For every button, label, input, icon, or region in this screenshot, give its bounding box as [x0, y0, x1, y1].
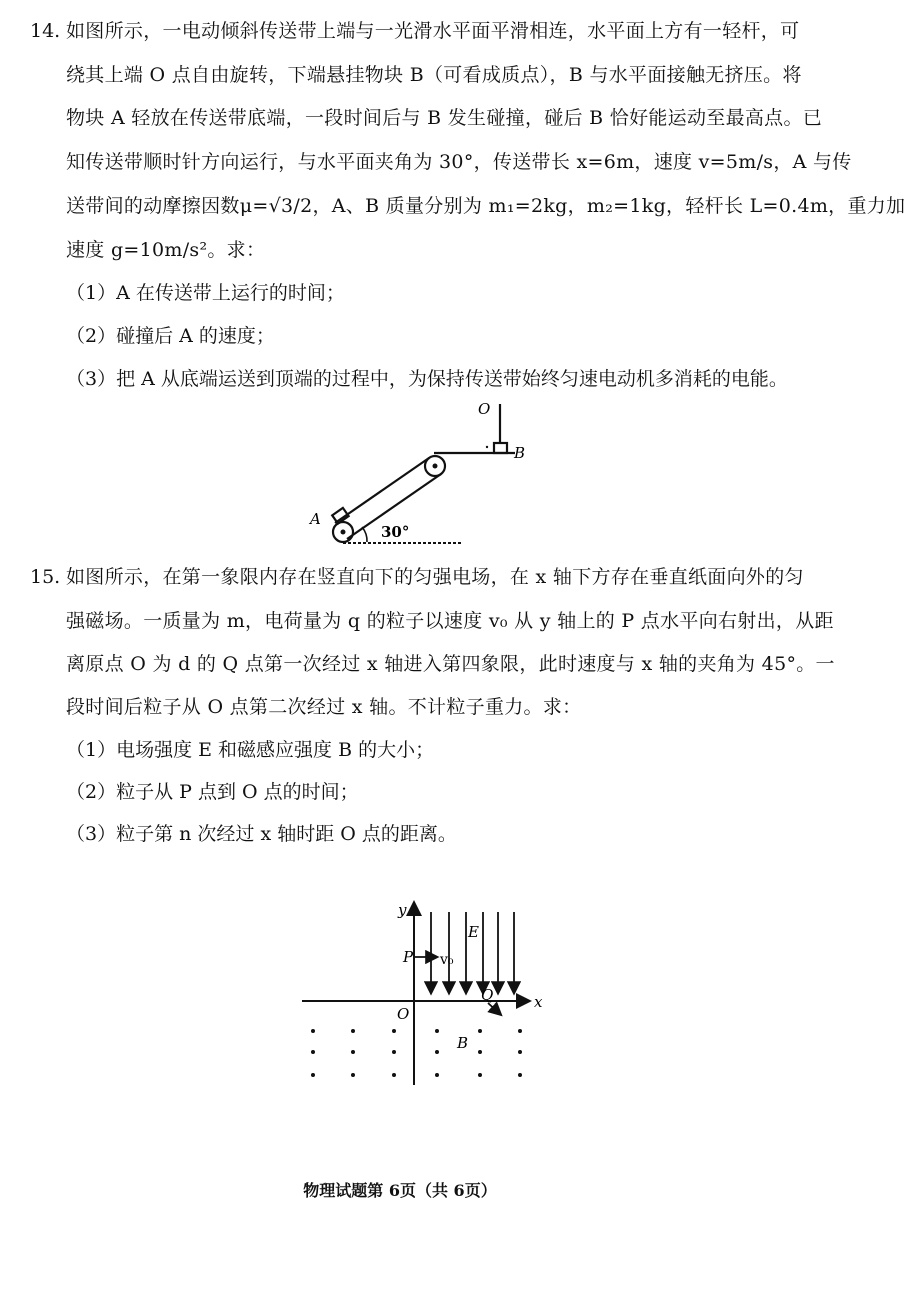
q14-sub-1: （1）A 在传送带上运行的时间； — [66, 282, 345, 304]
conveyor-figure — [300, 395, 540, 555]
page-footer: 物理试题第 6页（共 6页） — [303, 1181, 497, 1200]
point-q-label: Q — [481, 986, 494, 1004]
q-velocity-arrow — [488, 1003, 500, 1014]
q15-number: 15. — [30, 566, 61, 588]
belt-upper — [335, 458, 429, 523]
q15-sub-3: （3）粒子第 n 次经过 x 轴时距 O 点的距离。 — [66, 823, 457, 845]
q14-sub-2: （2）碰撞后 A 的速度； — [66, 325, 275, 347]
label-b: B — [514, 444, 526, 462]
q14-sub-3: （3）把 A 从底端运送到顶端的过程中，为保持传送带始终匀速电动机多消耗的电能。 — [66, 368, 788, 390]
q15-line-1: 如图所示，在第一象限内存在竖直向下的匀强电场，在 x 轴下方存在垂直纸面向外的匀 — [66, 566, 804, 588]
q15-line-2: 强磁场。一质量为 m，电荷量为 q 的粒子以速度 v₀ 从 y 轴上的 P 点水平向右射出，从距 — [66, 610, 834, 632]
q14-line-2: 绕其上端 O 点自由旋转，下端悬挂物块 B（可看成质点），B 与水平面接触无挤压。将 — [66, 64, 802, 86]
q15-line-4: 段时间后粒子从 O 点第二次经过 x 轴。不计粒子重力。求： — [66, 696, 582, 718]
q14-line-1: 如图所示，一电动倾斜传送带上端与一光滑水平面平滑相连，水平面上方有一轻杆，可 — [66, 20, 800, 42]
block-b — [494, 443, 507, 453]
q15-sub-1: （1）电场强度 E 和磁感应强度 B 的大小； — [66, 739, 435, 761]
origin-label: O — [397, 1005, 410, 1023]
label-a: A — [310, 510, 321, 528]
b-field-label: B — [457, 1034, 469, 1052]
q15-sub-2: （2）粒子从 P 点到 O 点的时间； — [66, 781, 359, 803]
q15-line-3: 离原点 O 为 d 的 Q 点第一次经过 x 轴进入第四象限，此时速度与 x 轴的夹角为 45°。一 — [66, 653, 835, 675]
q14-line-3: 物块 A 轻放在传送带底端，一段时间后与 B 发生碰撞，碰后 B 恰好能运动至最高点。已 — [66, 107, 823, 129]
field-figure — [295, 890, 555, 1090]
label-o: O — [478, 400, 491, 418]
q14-line-6: 速度 g=10m/s²。求： — [66, 239, 266, 261]
v0-label: v₀ — [440, 952, 454, 968]
q14-line-5: 送带间的动摩擦因数μ=√3/2，A、B 质量分别为 m₁=2kg，m₂=1kg，轻杆长 L=0.4m，重力加 — [66, 195, 905, 217]
q14-line-4: 知传送带顺时针方向运行，与水平面夹角为 30°，传送带长 x=6m，速度 v=5m/s，A 与传 — [66, 151, 852, 173]
e-field-label: E — [468, 923, 479, 941]
y-axis-label: y — [398, 901, 407, 919]
angle-label: 30° — [381, 523, 410, 541]
x-axis-label: x — [534, 993, 543, 1011]
q14-number: 14. — [30, 20, 61, 42]
angle-arc — [362, 527, 367, 542]
b-field-dots — [311, 1029, 522, 1077]
point-p-label: P — [403, 948, 414, 966]
